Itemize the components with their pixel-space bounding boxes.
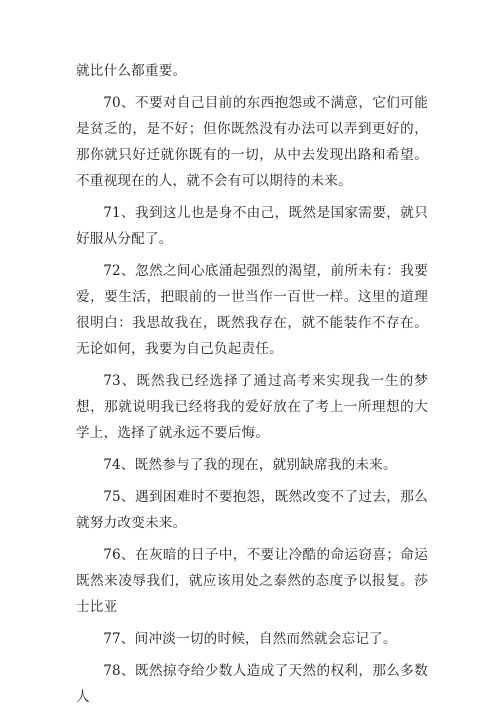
paragraph-73: 73、既然我已经选择了通过高考来实现我一生的梦想，那就说明我已经将我的爱好放在了考上一所理想的大学上，选择了就永远不要后悔。 <box>76 373 428 441</box>
paragraph-77: 77、间冲淡一切的时候，自然而然就会忘记了。 <box>103 631 397 647</box>
paragraph-continuation: 就比什么都重要。 <box>76 63 187 79</box>
paragraph-76: 76、在灰暗的日子中，不要让冷酷的命运窃喜；命运既然来凌辱我们，就应该用处之泰然的态度予以报复。莎士比亚 <box>76 547 428 615</box>
paragraph-74: 74、既然参与了我的现在，就别缺席我的未来。 <box>103 457 397 473</box>
paragraph-71: 71、我到这儿也是身不由己，既然是国家需要，就只好服从分配了。 <box>76 205 428 247</box>
paragraph-70: 70、不要对自己目前的东西抱怨或不满意，它们可能是贫乏的，是不好；但你既然没有办法可以弄到更好的，那你就只好迁就你既有的一切，从中去发现出路和希望。不重视现在的人，就不会有可以期待的未来。 <box>76 95 428 189</box>
paragraph-72: 72、忽然之间心底涌起强烈的渴望，前所未有：我要爱，要生活，把眼前的一世当作一百世一样。这里的道理很明白：我思故我在，既然我存在，就不能装作不存在。无论如何，我要为自己负起责任。 <box>76 263 428 357</box>
paragraph-78: 78、既然掠夺给少数人造成了天然的权利，那么多数人 <box>76 663 428 705</box>
paragraph-75: 75、遇到困难时不要抱怨，既然改变不了过去，那么就努力改变未来。 <box>76 489 428 531</box>
document-body <box>76 58 428 716</box>
